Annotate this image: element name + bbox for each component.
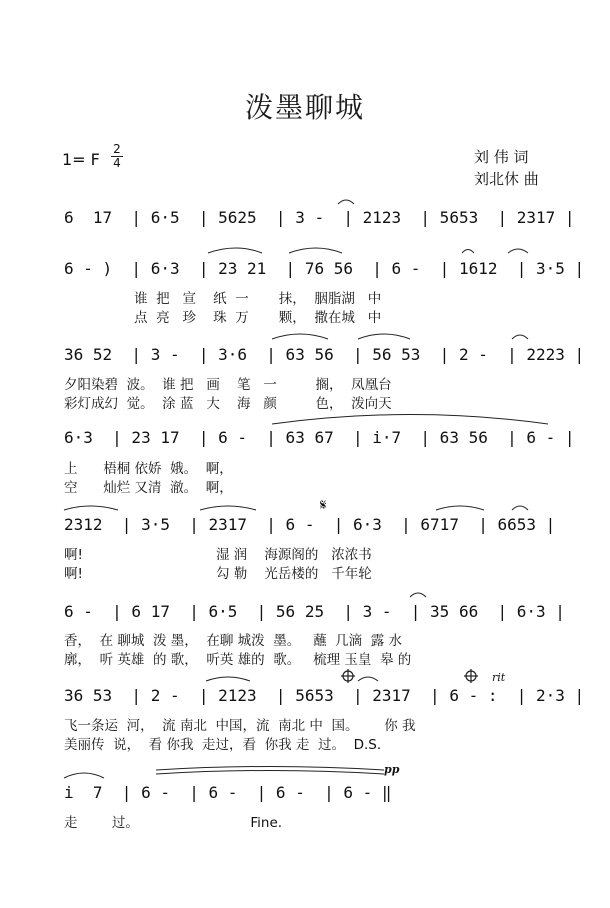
lyric-line-verse-1: 夕阳染碧 波。 谁 把 画 笔 一 搁， 凤凰台 <box>64 377 392 393</box>
lyric-line-verse-2: 廓， 听 英雄 的 歌， 听英 雄的 歌。 梳理 玉皇 皋 的 <box>64 652 412 668</box>
composer-credit: 刘北休 曲 <box>474 170 539 188</box>
key-signature: 1= F <box>62 150 100 169</box>
lyric-line-verse-1: 谁 把 宣 纸 一 抹， 胭脂湖 中 <box>134 291 382 307</box>
segno-mark: 𝄋 <box>320 496 327 514</box>
lyric-line-verse-1: 上 梧桐 依娇 娥。 啊， <box>64 461 233 477</box>
lyric-line-verse-2: 空 灿烂 又清 澈。 啊， <box>64 480 233 496</box>
lyricist-credit: 刘 伟 词 <box>474 148 529 166</box>
lyric-line-verse-1: 飞一条运 河， 流 南北 中国，流 南北 中 国。 你 我 <box>64 718 416 734</box>
time-signature-bottom: 4 <box>113 156 121 170</box>
time-signature-top: 2 <box>113 142 121 156</box>
ritardando-mark: rit <box>492 671 506 684</box>
page-title: 泼墨聊城 <box>244 91 365 124</box>
lyric-line-verse-2: 美丽传 说， 看 你我 走过，看 你我 走 过。 D.S. <box>64 737 382 753</box>
notation-line: i 7 | 6 - | 6 - | 6 - | 6 - ‖ <box>64 783 392 802</box>
pianissimo-mark: pp <box>384 763 400 776</box>
lyric-line-verse-1: 走 过。 Fine. <box>64 815 283 831</box>
notation-line: 6 - ) | 6·3 | 23 21 | 76 56 | 6 - | 1612 | 3·5 | <box>64 259 585 278</box>
notation-line: 36 53 | 2 - | 2123 | 5653 | 2317 | 6 - : | 2·3 | <box>64 686 585 705</box>
lyric-line-verse-1: 啊! 湿 润 海源阁的 浓浓书 <box>64 547 372 563</box>
notation-line: 6 17 | 6·5 | 5625 | 3 - | 2123 | 5653 | 2317 | <box>64 208 575 227</box>
lyric-line-verse-1: 香， 在 聊城 泼 墨， 在聊 城泼 墨。 蘸 几滴 露 水 <box>64 633 403 649</box>
notation-line: 6 - | 6 17 | 6·5 | 56 25 | 3 - | 35 66 | 6·3 | <box>64 602 565 621</box>
notation-line: 6·3 | 23 17 | 6 - | 63 67 | i·7 | 63 56 | 6 - | <box>64 428 575 447</box>
notation-line: 36 52 | 3 - | 3·6 | 63 56 | 56 53 | 2 - | 2223 | <box>64 345 585 364</box>
lyric-line-verse-2: 彩灯成幻 觉。 涂 蓝 大 海 颜 色， 泼向天 <box>64 396 392 412</box>
lyric-line-verse-2: 点 亮 珍 珠 万 颗， 撒在城 中 <box>134 310 382 326</box>
lyric-line-verse-2: 啊! 勾 勒 光岳楼的 千年轮 <box>64 566 372 582</box>
notation-line: 2312 | 3·5 | 2317 | 6 - | 6·3 | 6717 | 6653 | <box>64 515 556 534</box>
